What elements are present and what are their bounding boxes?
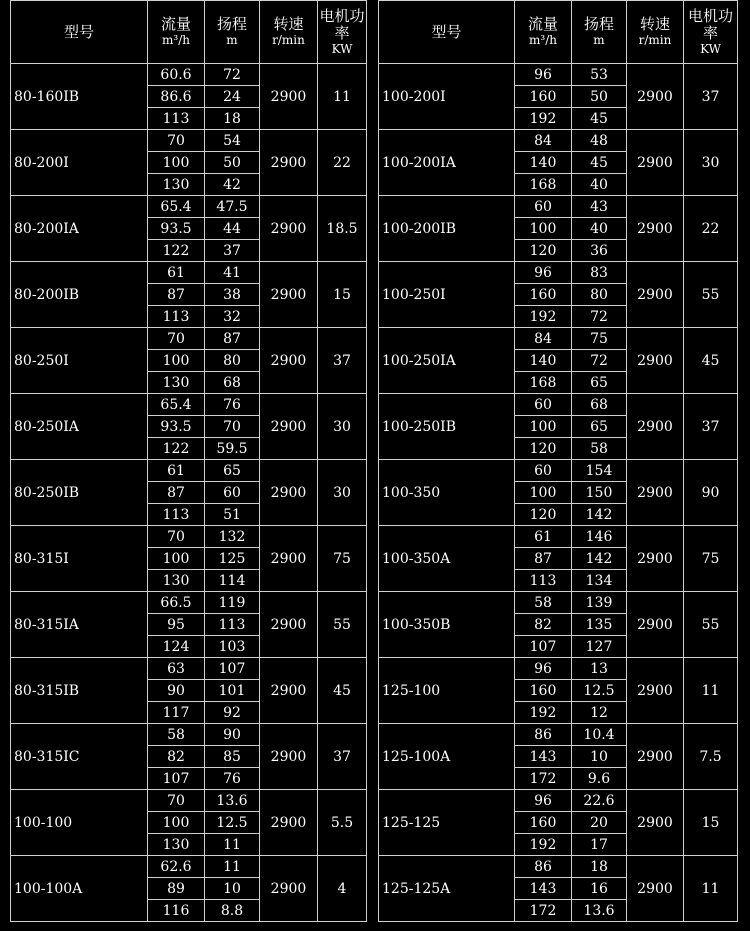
head-cell: 8.8: [205, 900, 260, 922]
table-row: [379, 196, 738, 218]
flow-cell: 82: [148, 746, 205, 768]
head-cell: 146: [572, 526, 627, 548]
power-cell: 15: [684, 790, 738, 856]
speed-cell: 2900: [627, 328, 684, 394]
speed-cell: 2900: [260, 856, 318, 922]
flow-cell: 60: [515, 394, 572, 416]
flow-cell: 168: [515, 372, 572, 394]
flow-cell: 113: [148, 108, 205, 130]
header-power-label: 电机功率: [687, 6, 733, 42]
power-cell: 30: [318, 460, 367, 526]
model-cell: 80-160IB: [11, 64, 148, 130]
head-cell: 13.6: [205, 790, 260, 812]
head-cell: 139: [572, 592, 627, 614]
flow-cell: 107: [148, 768, 205, 790]
table-row: [11, 658, 367, 680]
flow-cell: 100: [515, 482, 572, 504]
head-cell: 87: [205, 328, 260, 350]
flow-cell: 120: [515, 438, 572, 460]
head-cell: 12.5: [205, 812, 260, 834]
table-row: [379, 394, 738, 416]
head-cell: 125: [205, 548, 260, 570]
speed-cell: 2900: [627, 658, 684, 724]
model-cell: 125-125A: [379, 856, 515, 922]
power-cell: 30: [318, 394, 367, 460]
header-head: [205, 1, 260, 64]
power-cell: 37: [318, 724, 367, 790]
flow-cell: 100: [148, 152, 205, 174]
flow-cell: 140: [515, 152, 572, 174]
header-power-label: 电机功率: [319, 6, 365, 42]
head-cell: 13.6: [572, 900, 627, 922]
head-cell: 65: [572, 416, 627, 438]
power-cell: 4: [318, 856, 367, 922]
header-model: 型号: [379, 1, 515, 64]
flow-cell: 100: [148, 812, 205, 834]
table-row: [11, 262, 367, 284]
model-cell: 100-250I: [379, 262, 515, 328]
flow-cell: 86: [515, 724, 572, 746]
flow-cell: 65.4: [148, 196, 205, 218]
flow-cell: 192: [515, 834, 572, 856]
model-cell: 80-200I: [11, 130, 148, 196]
header-model: 型号: [11, 1, 148, 64]
flow-cell: 160: [515, 680, 572, 702]
flow-cell: 172: [515, 900, 572, 922]
flow-cell: 113: [515, 570, 572, 592]
head-cell: 80: [572, 284, 627, 306]
head-cell: 51: [205, 504, 260, 526]
flow-cell: 113: [148, 306, 205, 328]
power-cell: 55: [684, 592, 738, 658]
table-row: [379, 328, 738, 350]
speed-cell: 2900: [627, 592, 684, 658]
table-row: [11, 724, 367, 746]
head-cell: 68: [205, 372, 260, 394]
head-cell: 10: [572, 746, 627, 768]
speed-cell: 2900: [627, 64, 684, 130]
flow-cell: 70: [148, 526, 205, 548]
flow-cell: 62.6: [148, 856, 205, 878]
speed-cell: 2900: [260, 724, 318, 790]
table-row: [11, 394, 367, 416]
head-cell: 92: [205, 702, 260, 724]
model-cell: 125-100: [379, 658, 515, 724]
power-cell: 37: [318, 328, 367, 394]
speed-cell: 2900: [627, 790, 684, 856]
table-row: [11, 64, 367, 86]
flow-cell: 87: [148, 284, 205, 306]
head-cell: 72: [572, 306, 627, 328]
table-row: [379, 658, 738, 680]
speed-cell: 2900: [260, 130, 318, 196]
flow-cell: 87: [515, 548, 572, 570]
header-speed-label: 转速: [273, 15, 304, 33]
table-row: [11, 196, 367, 218]
speed-cell: 2900: [627, 394, 684, 460]
header-speed-unit: r/min: [272, 33, 305, 47]
pump-spec-table-left: [10, 0, 367, 922]
power-cell: 11: [684, 658, 738, 724]
head-cell: 40: [572, 218, 627, 240]
flow-cell: 96: [515, 658, 572, 680]
head-cell: 54: [205, 130, 260, 152]
flow-cell: 100: [148, 548, 205, 570]
flow-cell: 93.5: [148, 218, 205, 240]
model-cell: 100-100: [11, 790, 148, 856]
flow-cell: 120: [515, 240, 572, 262]
header-flow-label: 流量: [527, 15, 558, 33]
power-cell: 37: [684, 394, 738, 460]
header-head-unit: m: [593, 33, 605, 47]
power-cell: 37: [684, 64, 738, 130]
head-cell: 107: [205, 658, 260, 680]
flow-cell: 130: [148, 570, 205, 592]
header-head-label: 扬程: [216, 15, 247, 33]
head-cell: 44: [205, 218, 260, 240]
table-row: [379, 856, 738, 878]
flow-cell: 87: [148, 482, 205, 504]
flow-cell: 122: [148, 240, 205, 262]
flow-cell: 130: [148, 174, 205, 196]
head-cell: 45: [572, 108, 627, 130]
speed-cell: 2900: [627, 196, 684, 262]
flow-cell: 143: [515, 746, 572, 768]
model-cell: 80-250IB: [11, 460, 148, 526]
model-cell: 100-250IA: [379, 328, 515, 394]
power-cell: 45: [684, 328, 738, 394]
head-cell: 10: [205, 878, 260, 900]
head-cell: 154: [572, 460, 627, 482]
head-cell: 17: [572, 834, 627, 856]
flow-cell: 60: [515, 460, 572, 482]
head-cell: 80: [205, 350, 260, 372]
flow-cell: 60: [515, 196, 572, 218]
table-row: [11, 130, 367, 152]
table-row: [11, 328, 367, 350]
head-cell: 76: [205, 768, 260, 790]
flow-cell: 130: [148, 372, 205, 394]
model-cell: 100-350B: [379, 592, 515, 658]
flow-cell: 100: [515, 218, 572, 240]
head-cell: 40: [572, 174, 627, 196]
head-cell: 135: [572, 614, 627, 636]
table-body: [379, 64, 738, 922]
head-cell: 60: [205, 482, 260, 504]
header-power-unit: KW: [331, 41, 353, 56]
head-cell: 103: [205, 636, 260, 658]
head-cell: 90: [205, 724, 260, 746]
power-cell: 15: [318, 262, 367, 328]
flow-cell: 96: [515, 64, 572, 86]
model-cell: 100-200IA: [379, 130, 515, 196]
flow-cell: 96: [515, 790, 572, 812]
model-cell: 100-200IB: [379, 196, 515, 262]
speed-cell: 2900: [627, 724, 684, 790]
power-cell: 22: [684, 196, 738, 262]
speed-cell: 2900: [260, 526, 318, 592]
table-row: [379, 790, 738, 812]
head-cell: 83: [572, 262, 627, 284]
flow-cell: 65.4: [148, 394, 205, 416]
header-speed: [627, 1, 684, 64]
table-row: [379, 262, 738, 284]
model-cell: 80-250I: [11, 328, 148, 394]
power-cell: 30: [684, 130, 738, 196]
flow-cell: 140: [515, 350, 572, 372]
flow-cell: 107: [515, 636, 572, 658]
table-row: [379, 724, 738, 746]
flow-cell: 100: [515, 416, 572, 438]
head-cell: 58: [572, 438, 627, 460]
head-cell: 132: [205, 526, 260, 548]
power-cell: 55: [684, 262, 738, 328]
header-row: [11, 1, 367, 64]
head-cell: 70: [205, 416, 260, 438]
flow-cell: 143: [515, 878, 572, 900]
power-cell: 45: [318, 658, 367, 724]
head-cell: 13: [572, 658, 627, 680]
head-cell: 42: [205, 174, 260, 196]
table-row: [11, 526, 367, 548]
header-head-label: 扬程: [583, 15, 614, 33]
head-cell: 18: [572, 856, 627, 878]
head-cell: 134: [572, 570, 627, 592]
power-cell: 11: [318, 64, 367, 130]
table-row: [379, 526, 738, 548]
flow-cell: 120: [515, 504, 572, 526]
model-cell: 80-315IA: [11, 592, 148, 658]
flow-cell: 61: [148, 460, 205, 482]
head-cell: 50: [572, 86, 627, 108]
speed-cell: 2900: [627, 130, 684, 196]
flow-cell: 122: [148, 438, 205, 460]
speed-cell: 2900: [260, 592, 318, 658]
header-head: [572, 1, 627, 64]
flow-cell: 86: [515, 856, 572, 878]
flow-cell: 172: [515, 768, 572, 790]
head-cell: 43: [572, 196, 627, 218]
speed-cell: 2900: [627, 460, 684, 526]
head-cell: 38: [205, 284, 260, 306]
head-cell: 16: [572, 878, 627, 900]
head-cell: 20: [572, 812, 627, 834]
table-row: [379, 592, 738, 614]
flow-cell: 70: [148, 790, 205, 812]
head-cell: 75: [572, 328, 627, 350]
head-cell: 48: [572, 130, 627, 152]
pump-spec-table-right: [378, 0, 738, 922]
power-cell: 11: [684, 856, 738, 922]
head-cell: 72: [205, 64, 260, 86]
model-cell: 100-250IB: [379, 394, 515, 460]
head-cell: 65: [572, 372, 627, 394]
table-row: [11, 592, 367, 614]
speed-cell: 2900: [260, 328, 318, 394]
head-cell: 53: [572, 64, 627, 86]
flow-cell: 192: [515, 306, 572, 328]
table-row: [379, 64, 738, 86]
model-cell: 100-200I: [379, 64, 515, 130]
head-cell: 101: [205, 680, 260, 702]
header-flow: [148, 1, 205, 64]
head-cell: 36: [572, 240, 627, 262]
flow-cell: 160: [515, 812, 572, 834]
head-cell: 113: [205, 614, 260, 636]
head-cell: 59.5: [205, 438, 260, 460]
speed-cell: 2900: [260, 460, 318, 526]
flow-cell: 84: [515, 130, 572, 152]
head-cell: 37: [205, 240, 260, 262]
speed-cell: 2900: [260, 394, 318, 460]
head-cell: 65: [205, 460, 260, 482]
model-cell: 80-315I: [11, 526, 148, 592]
header-speed-unit: r/min: [638, 33, 672, 47]
power-cell: 90: [684, 460, 738, 526]
head-cell: 50: [205, 152, 260, 174]
speed-cell: 2900: [260, 658, 318, 724]
table-row: [11, 460, 367, 482]
head-cell: 119: [205, 592, 260, 614]
head-cell: 12.5: [572, 680, 627, 702]
speed-cell: 2900: [627, 526, 684, 592]
flow-cell: 66.5: [148, 592, 205, 614]
head-cell: 76: [205, 394, 260, 416]
head-cell: 72: [572, 350, 627, 372]
power-cell: 7.5: [684, 724, 738, 790]
head-cell: 10.4: [572, 724, 627, 746]
speed-cell: 2900: [260, 262, 318, 328]
flow-cell: 96: [515, 262, 572, 284]
head-cell: 142: [572, 548, 627, 570]
flow-cell: 58: [148, 724, 205, 746]
header-power: [318, 1, 367, 64]
table-row: [11, 790, 367, 812]
flow-cell: 70: [148, 328, 205, 350]
model-cell: 125-125: [379, 790, 515, 856]
flow-cell: 60.6: [148, 64, 205, 86]
head-cell: 142: [572, 504, 627, 526]
speed-cell: 2900: [627, 856, 684, 922]
model-cell: 125-100A: [379, 724, 515, 790]
power-cell: 75: [318, 526, 367, 592]
power-cell: 22: [318, 130, 367, 196]
header-flow-unit: m³/h: [529, 33, 557, 47]
flow-cell: 93.5: [148, 416, 205, 438]
flow-cell: 116: [148, 900, 205, 922]
flow-cell: 160: [515, 86, 572, 108]
flow-cell: 90: [148, 680, 205, 702]
flow-cell: 61: [148, 262, 205, 284]
head-cell: 12: [572, 702, 627, 724]
flow-cell: 100: [148, 350, 205, 372]
table-row: [379, 460, 738, 482]
flow-cell: 61: [515, 526, 572, 548]
header-flow: [515, 1, 572, 64]
model-cell: 80-200IA: [11, 196, 148, 262]
speed-cell: 2900: [260, 64, 318, 130]
speed-cell: 2900: [260, 196, 318, 262]
header-row: [379, 1, 738, 64]
head-cell: 68: [572, 394, 627, 416]
power-cell: 5.5: [318, 790, 367, 856]
model-cell: 100-350A: [379, 526, 515, 592]
header-flow-label: 流量: [160, 15, 191, 33]
header-power: [684, 1, 738, 64]
header-head-unit: m: [226, 33, 238, 47]
model-cell: 100-350: [379, 460, 515, 526]
header-speed-label: 转速: [639, 15, 670, 33]
table-body: [11, 64, 367, 922]
flow-cell: 124: [148, 636, 205, 658]
flow-cell: 192: [515, 108, 572, 130]
flow-cell: 82: [515, 614, 572, 636]
header-speed: [260, 1, 318, 64]
flow-cell: 117: [148, 702, 205, 724]
head-cell: 45: [572, 152, 627, 174]
header-power-unit: KW: [700, 41, 721, 56]
table-row: [379, 130, 738, 152]
model-cell: 80-200IB: [11, 262, 148, 328]
flow-cell: 192: [515, 702, 572, 724]
flow-cell: 89: [148, 878, 205, 900]
speed-cell: 2900: [260, 790, 318, 856]
power-cell: 55: [318, 592, 367, 658]
head-cell: 150: [572, 482, 627, 504]
head-cell: 18: [205, 108, 260, 130]
model-cell: 80-250IA: [11, 394, 148, 460]
head-cell: 22.6: [572, 790, 627, 812]
flow-cell: 86.6: [148, 86, 205, 108]
model-cell: 80-315IB: [11, 658, 148, 724]
head-cell: 24: [205, 86, 260, 108]
flow-cell: 70: [148, 130, 205, 152]
model-cell: 100-100A: [11, 856, 148, 922]
head-cell: 41: [205, 262, 260, 284]
head-cell: 85: [205, 746, 260, 768]
head-cell: 47.5: [205, 196, 260, 218]
flow-cell: 130: [148, 834, 205, 856]
flow-cell: 84: [515, 328, 572, 350]
flow-cell: 58: [515, 592, 572, 614]
model-cell: 80-315IC: [11, 724, 148, 790]
flow-cell: 63: [148, 658, 205, 680]
head-cell: 127: [572, 636, 627, 658]
header-flow-unit: m³/h: [162, 33, 190, 47]
flow-cell: 168: [515, 174, 572, 196]
flow-cell: 95: [148, 614, 205, 636]
head-cell: 11: [205, 834, 260, 856]
power-cell: 75: [684, 526, 738, 592]
speed-cell: 2900: [627, 262, 684, 328]
head-cell: 11: [205, 856, 260, 878]
head-cell: 32: [205, 306, 260, 328]
table-row: [11, 856, 367, 878]
flow-cell: 160: [515, 284, 572, 306]
flow-cell: 113: [148, 504, 205, 526]
power-cell: 18.5: [318, 196, 367, 262]
head-cell: 114: [205, 570, 260, 592]
head-cell: 9.6: [572, 768, 627, 790]
